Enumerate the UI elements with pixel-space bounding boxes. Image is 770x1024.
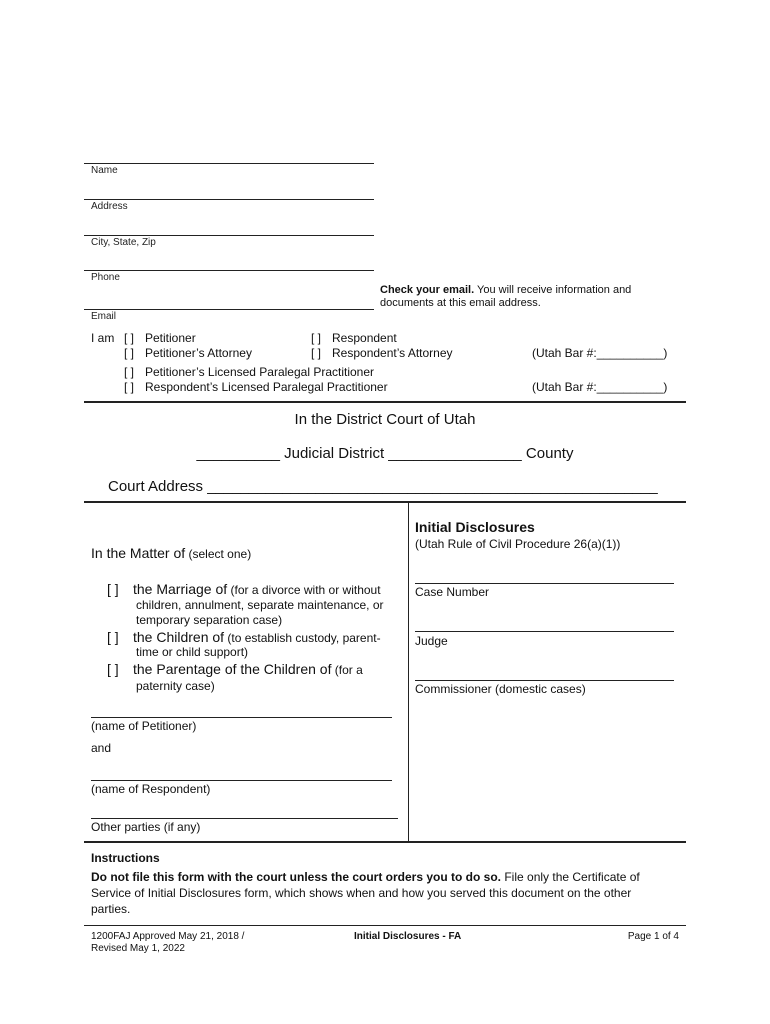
petitioner-attorney-checkbox[interactable]: [ ] xyxy=(124,346,135,360)
phone-label: Phone xyxy=(91,272,120,283)
parentage-option-note: (for a xyxy=(331,663,363,677)
form-rule-citation: (Utah Rule of Civil Procedure 26(a)(1)) xyxy=(415,537,621,551)
petitioner-lpp-label: Petitioner’s Licensed Paralegal Practitioner xyxy=(145,365,375,379)
respondent-name-label: (name of Respondent) xyxy=(91,782,211,796)
children-option-main: the Children of xyxy=(133,629,225,645)
footer-left xyxy=(91,931,244,955)
parentage-checkbox[interactable]: [ ] xyxy=(107,661,119,677)
court-address-line[interactable]: Court Address ______________________________________________________ xyxy=(108,478,658,495)
court-rule-top xyxy=(84,401,686,403)
respondent-label: Respondent xyxy=(332,331,397,345)
caption-rule-bottom xyxy=(84,841,686,843)
matter-heading-small: (select one) xyxy=(185,547,252,561)
petitioner-name-line[interactable] xyxy=(91,717,392,718)
email-note-rest: You will receive information and xyxy=(474,284,632,296)
matter-heading xyxy=(91,545,251,563)
utah-bar-number-1[interactable]: (Utah Bar #:__________) xyxy=(532,346,668,360)
form-title: Initial Disclosures xyxy=(415,519,535,535)
commissioner-line[interactable] xyxy=(415,680,674,681)
marriage-option xyxy=(133,581,408,599)
instructions-line2: Service of Initial Disclosures form, which shows when and how you served this document on the other xyxy=(91,886,632,900)
address-label: Address xyxy=(91,201,128,212)
respondent-name-line[interactable] xyxy=(91,780,392,781)
parentage-option-main: the Parentage of the Children of xyxy=(133,661,332,677)
instructions-text xyxy=(91,869,686,917)
footer-rule xyxy=(84,925,686,926)
other-parties-label: Other parties (if any) xyxy=(91,820,201,834)
petitioner-checkbox[interactable]: [ ] xyxy=(124,331,135,345)
marriage-option-line3: temporary separation case) xyxy=(136,613,283,627)
judicial-district-line[interactable]: __________ Judicial District ________________ County xyxy=(196,445,574,462)
email-note-bold: Check your email. xyxy=(380,284,475,296)
parentage-option xyxy=(133,661,408,679)
other-parties-line[interactable] xyxy=(91,818,398,819)
city-state-zip-label: City, State, Zip xyxy=(91,237,156,248)
matter-heading-main: In the Matter of xyxy=(91,545,186,561)
marriage-option-line2: children, annulment, separate maintenance, or xyxy=(136,598,384,612)
commissioner-label: Commissioner (domestic cases) xyxy=(415,682,586,696)
city-state-zip-line[interactable] xyxy=(84,235,374,236)
children-option-note: (to establish custody, parent- xyxy=(224,631,381,645)
address-line[interactable] xyxy=(84,199,374,200)
marriage-option-main: the Marriage of xyxy=(133,581,228,597)
footer-form-name: Initial Disclosures - FA xyxy=(354,931,462,942)
caption-divider xyxy=(408,503,409,841)
judge-line[interactable] xyxy=(415,631,674,632)
instructions-rest: File only the Certificate of xyxy=(501,870,640,884)
respondent-lpp-checkbox[interactable]: [ ] xyxy=(124,380,135,394)
petitioner-name-label: (name of Petitioner) xyxy=(91,719,197,733)
children-option-line2: time or child support) xyxy=(136,645,249,659)
phone-line[interactable] xyxy=(84,270,374,271)
court-title: In the District Court of Utah xyxy=(294,411,476,428)
instructions-bold: Do not file this form with the court unless the court orders you to do so. xyxy=(91,870,502,884)
footer-page-number: Page 1 of 4 xyxy=(627,931,679,942)
judge-label: Judge xyxy=(415,634,448,648)
caption-rule-top xyxy=(84,501,686,503)
name-label: Name xyxy=(91,165,118,176)
email-note-line2: documents at this email address. xyxy=(380,297,541,309)
respondent-attorney-label: Respondent’s Attorney xyxy=(332,346,453,360)
email-label: Email xyxy=(91,311,117,322)
children-checkbox[interactable]: [ ] xyxy=(107,629,119,645)
case-number-line[interactable] xyxy=(415,583,674,584)
respondent-lpp-label: Respondent’s Licensed Paralegal Practitioner xyxy=(145,380,388,394)
email-note xyxy=(380,284,680,310)
respondent-attorney-checkbox[interactable]: [ ] xyxy=(311,346,322,360)
respondent-checkbox[interactable]: [ ] xyxy=(311,331,322,345)
marriage-checkbox[interactable]: [ ] xyxy=(107,581,119,597)
footer-revised: Revised May 1, 2022 xyxy=(91,943,185,954)
footer-approved: 1200FAJ Approved May 21, 2018 / xyxy=(91,931,245,942)
instructions-line3: parties. xyxy=(91,902,131,916)
petitioner-attorney-label: Petitioner’s Attorney xyxy=(145,346,252,360)
petitioner-label: Petitioner xyxy=(145,331,196,345)
and-label: and xyxy=(91,741,112,755)
instructions-heading: Instructions xyxy=(91,851,160,865)
petitioner-lpp-checkbox[interactable]: [ ] xyxy=(124,365,135,379)
email-line[interactable] xyxy=(84,309,374,310)
i-am-label: I am xyxy=(91,331,115,345)
name-line[interactable] xyxy=(84,163,374,164)
case-number-label: Case Number xyxy=(415,585,490,599)
parentage-option-line2: paternity case) xyxy=(136,679,215,693)
utah-bar-number-2[interactable]: (Utah Bar #:__________) xyxy=(532,380,668,394)
marriage-option-note: (for a divorce with or without xyxy=(227,583,381,597)
